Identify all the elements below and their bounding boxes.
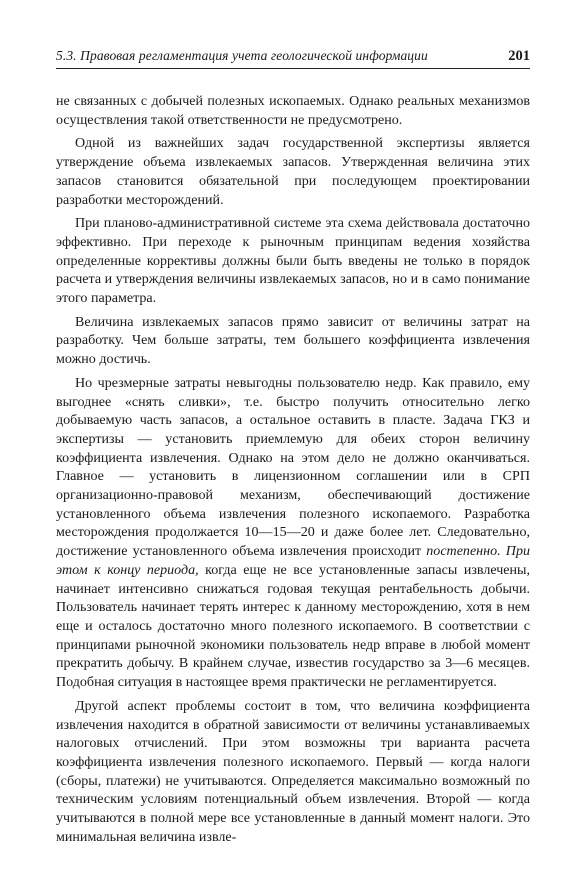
paragraph-4: Величина извлекаемых запасов прямо зависит от величины затрат на разработку. Чем больше затраты, тем большего коэффициента извлечения можно достичь. [56, 313, 530, 368]
page-number: 201 [508, 48, 530, 64]
paragraph-5-emphasis: постепенно. При этом к концу периода, [56, 543, 530, 578]
paragraph-3: При планово-административной системе эта схема действовала достаточно эффективно. При переходе к рыночным принципам ведения хозяйства определенные коррективы должны были быть введены не только в порядок расчета и утверждения величины извлекаемых запасов, но и в само понимание этого параметра. [56, 215, 530, 307]
paragraph-5-text-end: когда еще не все установленные запасы извлечены, начинает интенсивно снижаться годовая текущая рентабельность добычи. Пользователь начинает терять интерес к данному месторождению, хотя в нем еще и осталось достаточно много полезного ископаемого. В соответствии с принципами рыночной экономики пользователь недр вправе в любой момент прекратить добычу. В крайнем случае, известив государство за 3—6 месяцев. Подобная ситуация в настоящее время практически не регламентируется. [56, 561, 530, 691]
paragraph-5-text-start: Но чрезмерные затраты невыгодны пользователю недр. Как правило, ему выгоднее «снять сливки», т.е. быстро получить относительно легко добываемую часть запасов, а остальное оставить в пласте. Задача ГКЗ и экспертизы — установить приемлемую для обеих сторон величину коэффициента извлечения. Однако на этом дело не должно оканчиваться. Главное — установить в лицензионном соглашении или в СРП организационно-правовой механизм, обеспечивающий достижение установленного объема извлечения полезного ископаемого. Разработка месторождения продолжается 10—15—20 и даже более лет. Следовательно, достижение установленного объема извлечения происходит [56, 374, 530, 560]
paragraph-2: Одной из важнейших задач государственной экспертизы является утверждение объема извлекаемых запасов. Утвержденная величина этих запасов становится обязательной при последующем проектировании разработки месторождений. [56, 135, 530, 208]
running-title: 5.3. Правовая регламентация учета геологической информации [56, 48, 428, 63]
paragraph-6: Другой аспект проблемы состоит в том, что величина коэффициента извлечения находится в обратной зависимости от величины устанавливаемых налоговых отчислений. При этом возможны три варианта расчета коэффициента извлечения полезного ископаемого. Первый — когда налоги (сборы, платежи) не учитываются. Определяется максимально возможный по техническим условиям потенциальный объем извлечения. Второй — когда учитываются в полной мере все установленные в данный момент налоги. Это минимальная величина извле- [56, 697, 530, 845]
paragraph-1: не связанных с добычей полезных ископаемых. Однако реальных механизмов осуществления такой ответственности не предусмотрено. [56, 93, 530, 128]
body-text [56, 92, 530, 851]
running-header [56, 46, 530, 69]
paragraph-5 [56, 374, 530, 692]
